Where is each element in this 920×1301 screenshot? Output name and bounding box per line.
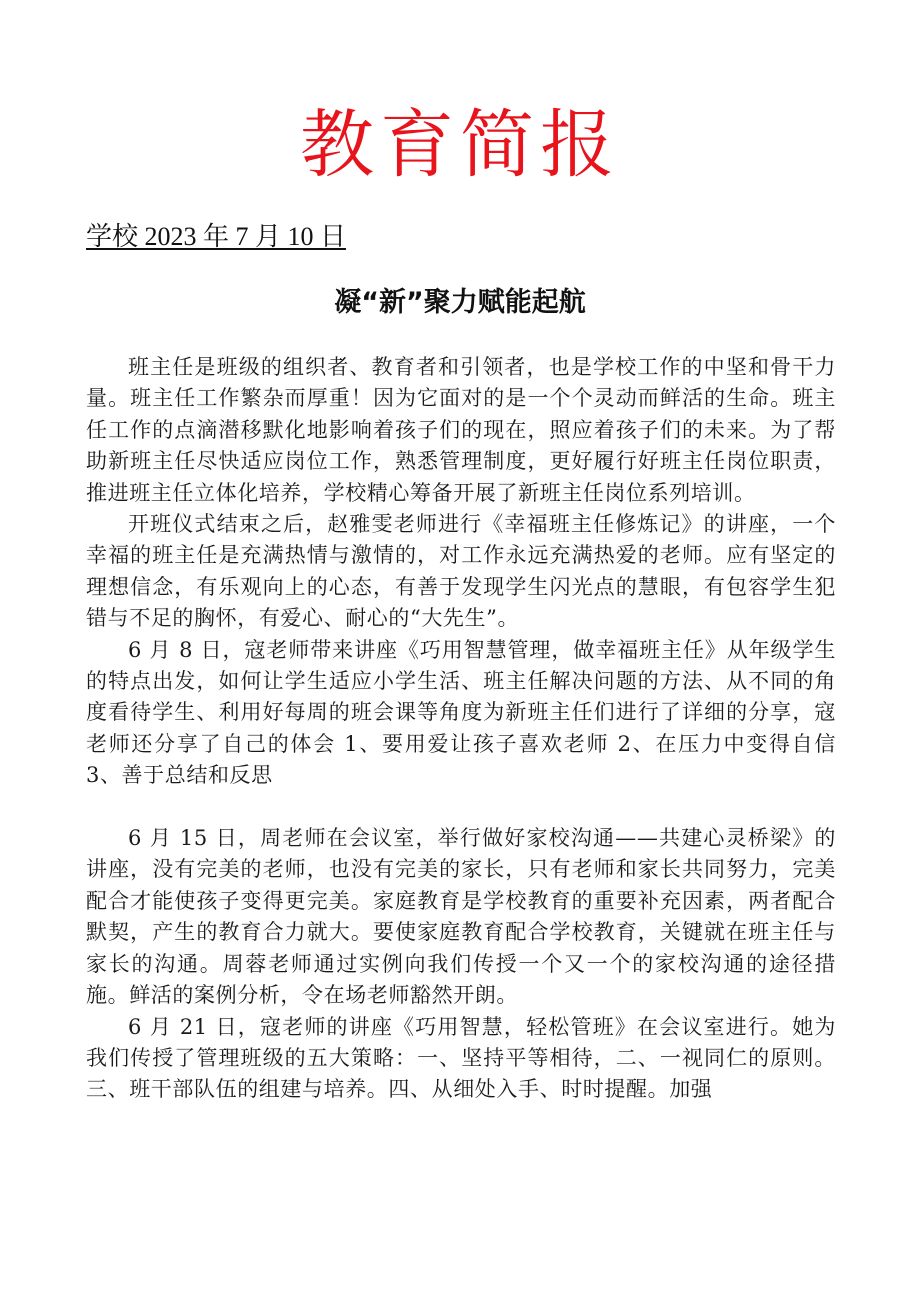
- issue-dateline: 学校 2023 年 7 月 10 日: [86, 222, 347, 251]
- article-body: [86, 352, 836, 1106]
- masthead-title: 教育简报: [300, 102, 620, 188]
- article-paragraph: 班主任是班级的组织者、教育者和引领者，也是学校工作的中坚和骨干力量。班主任工作繁杂而厚重！因为它面对的是一个个灵动而鲜活的生命。班主任工作的点滴潜移默化地影响着孩子们的现在，照应着孩子们的未来。为了帮助新班主任尽快适应岗位工作，熟悉管理制度，更好履行好班主任岗位职责，推进班主任立体化培养，学校精心筹备开展了新班主任岗位系列培训。: [86, 355, 836, 505]
- article-paragraph: 开班仪式结束之后，赵雅雯老师进行《幸福班主任修炼记》的讲座，一个幸福的班主任是充满热情与激情的，对工作永远充满热爱的老师。应有坚定的理想信念，有乐观向上的心态，有善于发现学生闪光点的慧眼，有包容学生犯错与不足的胸怀，有爱心、耐心的“大先生”。: [86, 512, 836, 631]
- article-headline: 凝“新”聚力赋能起航: [334, 287, 586, 318]
- article-paragraph: 6 月 15 日，周老师在会议室，举行做好家校沟通——共建心灵桥梁》的讲座，没有完美的老师，也没有完美的家长，只有老师和家长共同努力，完美配合才能使孩子变得更完美。家庭教育是学校教育的重要补充因素，两者配合默契，产生的教育合力就大。要使家庭教育配合学校教育，关键就在班主任与家长的沟通。周蓉老师通过实例向我们传授一个又一个的家校沟通的途径措施。鲜活的案例分析，令在场老师豁然开朗。: [86, 826, 836, 1008]
- article-paragraph: 6 月 8 日，寇老师带来讲座《巧用智慧管理，做幸福班主任》从年级学生的特点出发，如何让学生适应小学生活、班主任解决问题的方法、从不同的角度看待学生、利用好每周的班会课等角度为新班主任们进行了详细的分享，寇老师还分享了自己的体会 1、要用爱让孩子喜欢老师 2、在压力中变得自信 3、善于总结和反思: [86, 637, 836, 788]
- article-paragraph: 6 月 21 日，寇老师的讲座《巧用智慧，轻松管班》在会议室进行。她为我们传授了管理班级的五大策略：一、坚持平等相待，二、一视同仁的原则。三、班干部队伍的组建与培养。四、从细处入手、时时提醒。加强: [86, 1014, 836, 1102]
